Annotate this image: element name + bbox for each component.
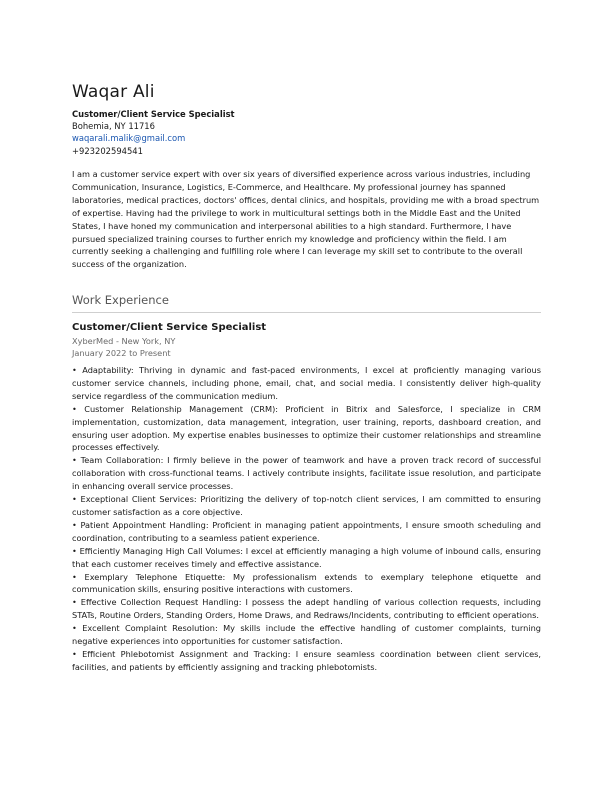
contact-block bbox=[72, 108, 235, 157]
job-bullet: • Exceptional Client Services: Prioritizing the delivery of top-notch client services, I am committed to ensuring customer satisfaction as a core objective. bbox=[72, 494, 541, 517]
job-entry bbox=[72, 321, 541, 674]
job-bullet: • Efficient Phlebotomist Assignment and Tracking: I ensure seamless coordination between client services, facilities, and patients by efficiently assigning and tracking phlebotomists. bbox=[72, 648, 541, 672]
job-bullet: • Efficiently Managing High Call Volumes: I excel at efficiently managing a high volume of inbound calls, ensuring that each customer receives timely and effective assistance. bbox=[72, 545, 541, 569]
job-bullet: • Effective Collection Request Handling: I possess the adept handling of various collection requests, including STATs, Routine Orders, Standing Orders, Home Draws, and Redraws/Incidents, contributing to efficient operations. bbox=[72, 597, 541, 621]
section-divider bbox=[72, 312, 541, 313]
job-title: Customer/Client Service Specialist bbox=[72, 322, 267, 333]
job-bullet: • Adaptability: Thriving in dynamic and fast-paced environments, I excel at proficiently managing various customer service channels, including phone, email, chat, and social media. I consistently deliver high-quality service regardless of the communication medium. bbox=[72, 365, 541, 401]
email-link[interactable]: waqarali.malik@gmail.com bbox=[72, 133, 186, 144]
job-bullet-list bbox=[72, 364, 541, 674]
job-bullet: • Excellent Complaint Resolution: My skills include the effective handling of customer complaints, turning negative experiences into opportunities for customer satisfaction. bbox=[72, 623, 541, 647]
job-bullet: • Customer Relationship Management (CRM): Proficient in Bitrix and Salesforce, I specialize in CRM implementation, customization, data management, integration, user training, reports, dashboard creation, and ensuring user adoption. My expertise enables businesses to optimize their customer relationships and streamline processes effectively. bbox=[72, 403, 541, 453]
job-bullet: • Team Collaboration: I firmly believe in the power of teamwork and have a proven track record of successful collaboration with cross-functional teams. I actively contribute insights, facilitate issue resolution, and participate in enhancing overall service processes. bbox=[72, 455, 541, 492]
phone: +923202594541 bbox=[72, 145, 143, 156]
job-bullet: • Patient Appointment Handling: Proficient in managing patient appointments, I ensure smooth scheduling and coordination, contributing to a seamless patient experience. bbox=[72, 519, 541, 543]
candidate-name: Waqar Ali bbox=[72, 82, 155, 102]
summary-paragraph: I am a customer service expert with over six years of diversified experience across various industries, including Communication, Insurance, Logistics, E-Commerce, and Healthcare. My professional journey has spanned laboratories, medical practices, doctors' offices, dental clinics, and hospitals, providing me with a broad spectrum of expertise. Having had the privilege to work in multicultural settings both in the Middle East and the United States, I have honed my communication and interpersonal abilities to a high standard. Furthermore, I have pursued specialized training courses to further enrich my knowledge and proficiency within the field. I am currently seeking a challenging and fulfilling role where I can leverage my skill set to contribute to the overall success of the organization. bbox=[72, 169, 540, 270]
location: Bohemia, NY 11716 bbox=[72, 121, 155, 132]
job-company-location: XyberMed - New York, NY bbox=[72, 336, 176, 346]
section-title-work-experience: Work Experience bbox=[72, 293, 169, 307]
job-bullet: • Exemplary Telephone Etiquette: My professionalism extends to exemplary telephone etiquette and communication skills, ensuring positive interactions with customers. bbox=[72, 571, 541, 595]
job-dates: January 2022 to Present bbox=[72, 348, 171, 358]
headline-role: Customer/Client Service Specialist bbox=[72, 109, 235, 119]
